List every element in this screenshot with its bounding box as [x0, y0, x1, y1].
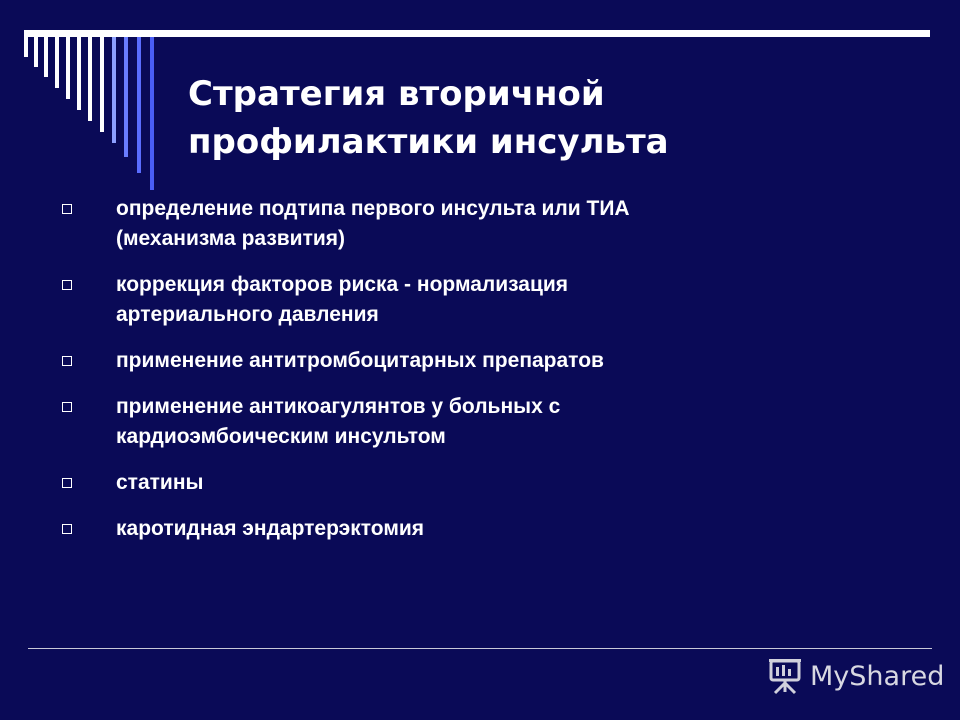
bullet-item — [60, 194, 780, 254]
stripe — [124, 37, 128, 157]
bullet-text-line: (механизма развития) — [116, 227, 346, 250]
bullet-text-line: применение антитромбоцитарных препаратов — [116, 349, 604, 372]
bullet-item — [60, 392, 780, 452]
bullet-text-line: артериального давления — [116, 303, 379, 326]
bullet-list — [60, 194, 780, 560]
stripe — [55, 37, 59, 88]
brand-name: MyShared — [810, 660, 945, 692]
stripe — [137, 37, 141, 173]
top-rule — [24, 30, 930, 37]
hollow-square-icon — [62, 478, 72, 488]
decorative-stripes — [24, 37, 164, 197]
stripe — [150, 37, 154, 190]
stripe — [44, 37, 48, 77]
bottom-rule — [28, 648, 932, 649]
bullet-text-line: применение антикоагулянтов у больных с — [116, 395, 561, 418]
brand-logo[interactable] — [768, 654, 944, 698]
hollow-square-icon — [62, 402, 72, 412]
bullet-item — [60, 346, 780, 376]
slide-title-line: профилактики инсульта — [188, 122, 669, 162]
stripe — [88, 37, 92, 121]
bullet-item — [60, 468, 780, 498]
stripe — [24, 37, 28, 57]
bullet-text-line: коррекция факторов риска - нормализация — [116, 273, 569, 296]
hollow-square-icon — [62, 204, 72, 214]
stripe — [77, 37, 81, 110]
hollow-square-icon — [62, 524, 72, 534]
bullet-item — [60, 514, 780, 544]
bullet-item — [60, 270, 780, 330]
bullet-text-line: каротидная эндартерэктомия — [116, 517, 425, 540]
slide-title — [188, 70, 908, 166]
bullet-text-line: статины — [116, 471, 204, 494]
bullet-text-line: кардиоэмбоическим инсультом — [116, 425, 446, 448]
stripe — [112, 37, 116, 143]
stripe — [66, 37, 70, 99]
slide-title-line: Стратегия вторичной — [188, 74, 605, 114]
stripe — [100, 37, 104, 132]
hollow-square-icon — [62, 280, 72, 290]
hollow-square-icon — [62, 356, 72, 366]
presentation-board-icon — [768, 657, 804, 695]
stripe — [34, 37, 38, 67]
bullet-text-line: определение подтипа первого инсульта или ТИА — [116, 197, 630, 220]
